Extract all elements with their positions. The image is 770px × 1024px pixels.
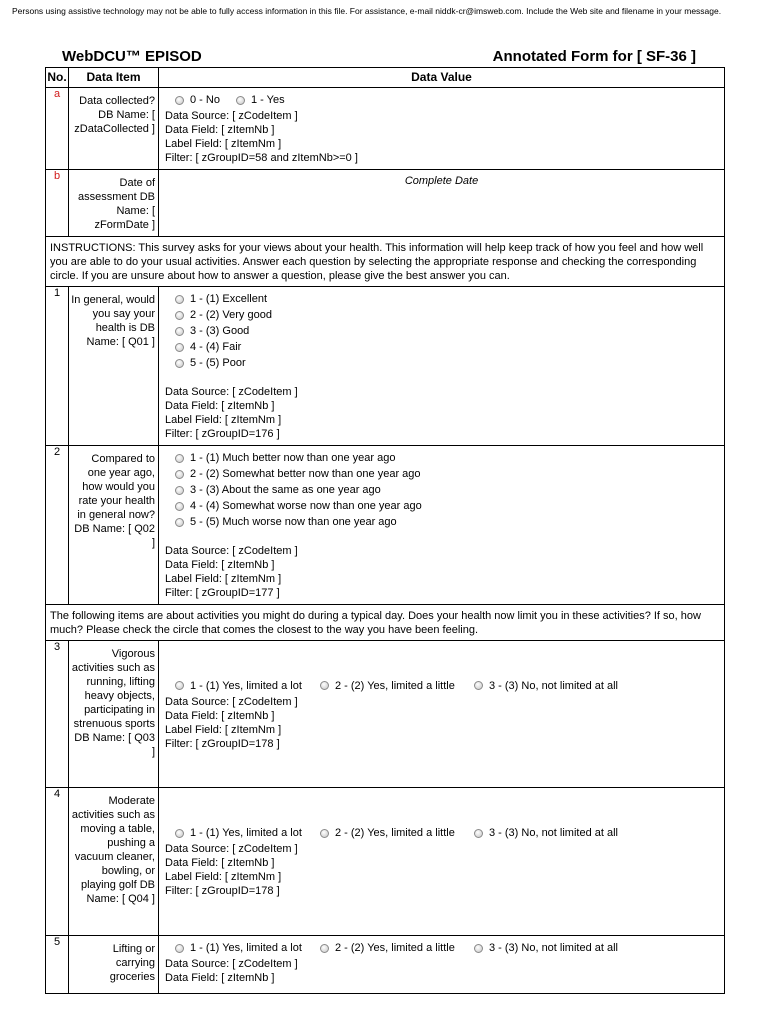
data-value-cell bbox=[159, 446, 725, 605]
radio-option[interactable]: 1 - (1) Yes, limited a lot bbox=[173, 941, 318, 955]
data-item-label: Lifting or carrying groceries bbox=[69, 936, 159, 994]
radio-option[interactable]: 2 - (2) Yes, limited a little bbox=[318, 941, 472, 955]
instructions-text: The following items are about activities you might do during a typical day. Does your health now limit you in these activities? If so, how much? Please check the circle that comes the closest to the way you have been feeling. bbox=[46, 605, 725, 641]
table-row-3 bbox=[46, 641, 725, 788]
radio-button[interactable] bbox=[474, 944, 483, 953]
row-number: 2 bbox=[46, 446, 69, 605]
data-value-cell bbox=[159, 287, 725, 446]
radio-option[interactable]: 4 - (4) Fair bbox=[173, 340, 241, 354]
radio-option[interactable]: 3 - (3) Good bbox=[173, 324, 249, 338]
radio-button[interactable] bbox=[175, 359, 184, 368]
radio-option[interactable]: 1 - (1) Excellent bbox=[173, 292, 267, 306]
accessibility-notice: Persons using assistive technology may not be able to fully access information in this file. For assistance, e-mail niddk-cr@imsweb.com. Include the Web site and filename in your message. bbox=[12, 6, 722, 16]
instructions-text: INSTRUCTIONS: This survey asks for your views about your health. This information will help keep track of how you feel and how well you are able to do your usual activities. Answer each question by selecting the appropriate response and checking the corresponding circle. If you are unsure about how to answer a question, please give the best answer you can. bbox=[46, 237, 725, 287]
radio-button[interactable] bbox=[175, 327, 184, 336]
radio-option[interactable]: 3 - (3) No, not limited at all bbox=[472, 826, 618, 840]
radio-button[interactable] bbox=[175, 295, 184, 304]
data-source-info: Data Source: [ zCodeItem ] Data Field: [ zItemNb ] Label Field: [ zItemNm ] Filter: [ zGroupID=58 and zItemNb>=0 ] bbox=[165, 110, 358, 164]
radio-button[interactable] bbox=[175, 681, 184, 690]
data-source-info: Data Source: [ zCodeItem ] Data Field: [ zItemNb ] Label Field: [ zItemNm ] Filter: [ zGroupID=178 ] bbox=[165, 843, 298, 897]
instructions-row bbox=[46, 605, 725, 641]
table-row-2 bbox=[46, 446, 725, 605]
data-item-label: Moderate activities such as moving a table, pushing a vacuum cleaner, bowling, or playing golf DB Name: [ Q04 ] bbox=[69, 788, 159, 936]
radio-option[interactable]: 5 - (5) Poor bbox=[173, 356, 246, 370]
data-value-cell bbox=[159, 641, 725, 788]
data-item-label: In general, would you say your health is DB Name: [ Q01 ] bbox=[69, 287, 159, 446]
data-value-cell bbox=[159, 788, 725, 936]
column-header-value: Data Value bbox=[159, 68, 725, 88]
instructions-row bbox=[46, 237, 725, 287]
row-number: a bbox=[46, 88, 69, 170]
radio-option[interactable]: 1 - Yes bbox=[234, 93, 285, 107]
radio-option[interactable]: 2 - (2) Yes, limited a little bbox=[318, 679, 472, 693]
table-row-a bbox=[46, 88, 725, 170]
row-number: 3 bbox=[46, 641, 69, 788]
radio-option[interactable]: 2 - (2) Very good bbox=[173, 308, 272, 322]
data-value-cell bbox=[159, 88, 725, 170]
complete-date-field[interactable]: Complete Date bbox=[159, 170, 725, 237]
data-source-info: Data Source: [ zCodeItem ] Data Field: [ zItemNb ] Label Field: [ zItemNm ] Filter: [ zGroupID=178 ] bbox=[165, 695, 298, 750]
radio-button[interactable] bbox=[175, 518, 184, 527]
row-number: 5 bbox=[46, 936, 69, 994]
radio-button[interactable] bbox=[175, 470, 184, 479]
header-row bbox=[46, 68, 725, 88]
table-row-5 bbox=[46, 936, 725, 994]
table-row-1 bbox=[46, 287, 725, 446]
radio-option[interactable]: 3 - (3) No, not limited at all bbox=[472, 941, 618, 955]
radio-button[interactable] bbox=[175, 311, 184, 320]
data-item-label: Vigorous activities such as running, lifting heavy objects, participating in strenuous sports DB Name: [ Q03 ] bbox=[69, 641, 159, 788]
radio-option[interactable]: 3 - (3) About the same as one year ago bbox=[173, 483, 381, 497]
radio-button[interactable] bbox=[236, 96, 245, 105]
radio-option[interactable]: 4 - (4) Somewhat worse now than one year ago bbox=[173, 499, 422, 513]
row-number: b bbox=[46, 170, 69, 237]
radio-button[interactable] bbox=[175, 944, 184, 953]
table-row-4 bbox=[46, 788, 725, 936]
radio-option[interactable]: 0 - No bbox=[173, 93, 220, 107]
radio-button[interactable] bbox=[320, 681, 329, 690]
row-number: 1 bbox=[46, 287, 69, 446]
data-item-label: Date of assessment DB Name: [ zFormDate ] bbox=[69, 170, 159, 237]
radio-button[interactable] bbox=[474, 681, 483, 690]
radio-button[interactable] bbox=[175, 343, 184, 352]
column-header-item: Data Item bbox=[69, 68, 159, 88]
data-item-label: Compared to one year ago, how would you rate your health in general now? DB Name: [ Q02 ] bbox=[69, 446, 159, 605]
radio-option[interactable]: 1 - (1) Much better now than one year ago bbox=[173, 451, 395, 465]
data-source-info: Data Source: [ zCodeItem ] Data Field: [ zItemNb ] Label Field: [ zItemNm ] Filter: [ zGroupID=176 ] bbox=[165, 386, 298, 440]
radio-option[interactable]: 2 - (2) Yes, limited a little bbox=[318, 826, 472, 840]
table-row-b bbox=[46, 170, 725, 237]
app-title: WebDCU™ EPISOD bbox=[62, 48, 202, 65]
radio-button[interactable] bbox=[175, 486, 184, 495]
radio-option[interactable]: 1 - (1) Yes, limited a lot bbox=[173, 826, 318, 840]
data-source-info: Data Source: [ zCodeItem ] Data Field: [ zItemNb ] Label Field: [ zItemNm ] Filter: [ zGroupID=177 ] bbox=[165, 545, 298, 599]
radio-option[interactable]: 5 - (5) Much worse now than one year ago bbox=[173, 515, 397, 529]
radio-option[interactable]: 2 - (2) Somewhat better now than one year ago bbox=[173, 467, 421, 481]
radio-button[interactable] bbox=[175, 96, 184, 105]
column-header-no: No. bbox=[46, 68, 69, 88]
data-item-label: Data collected? DB Name: [ zDataCollected ] bbox=[69, 88, 159, 170]
annotated-form-table bbox=[45, 67, 725, 994]
radio-button[interactable] bbox=[175, 502, 184, 511]
data-value-cell bbox=[159, 936, 725, 994]
radio-button[interactable] bbox=[175, 829, 184, 838]
radio-button[interactable] bbox=[175, 454, 184, 463]
data-source-info: Data Source: [ zCodeItem ] Data Field: [ zItemNb ] bbox=[165, 958, 298, 984]
form-title: Annotated Form for [ SF-36 ] bbox=[492, 48, 696, 65]
radio-button[interactable] bbox=[320, 829, 329, 838]
row-number: 4 bbox=[46, 788, 69, 936]
radio-option[interactable]: 1 - (1) Yes, limited a lot bbox=[173, 679, 318, 693]
radio-button[interactable] bbox=[474, 829, 483, 838]
radio-button[interactable] bbox=[320, 944, 329, 953]
radio-option[interactable]: 3 - (3) No, not limited at all bbox=[472, 679, 618, 693]
